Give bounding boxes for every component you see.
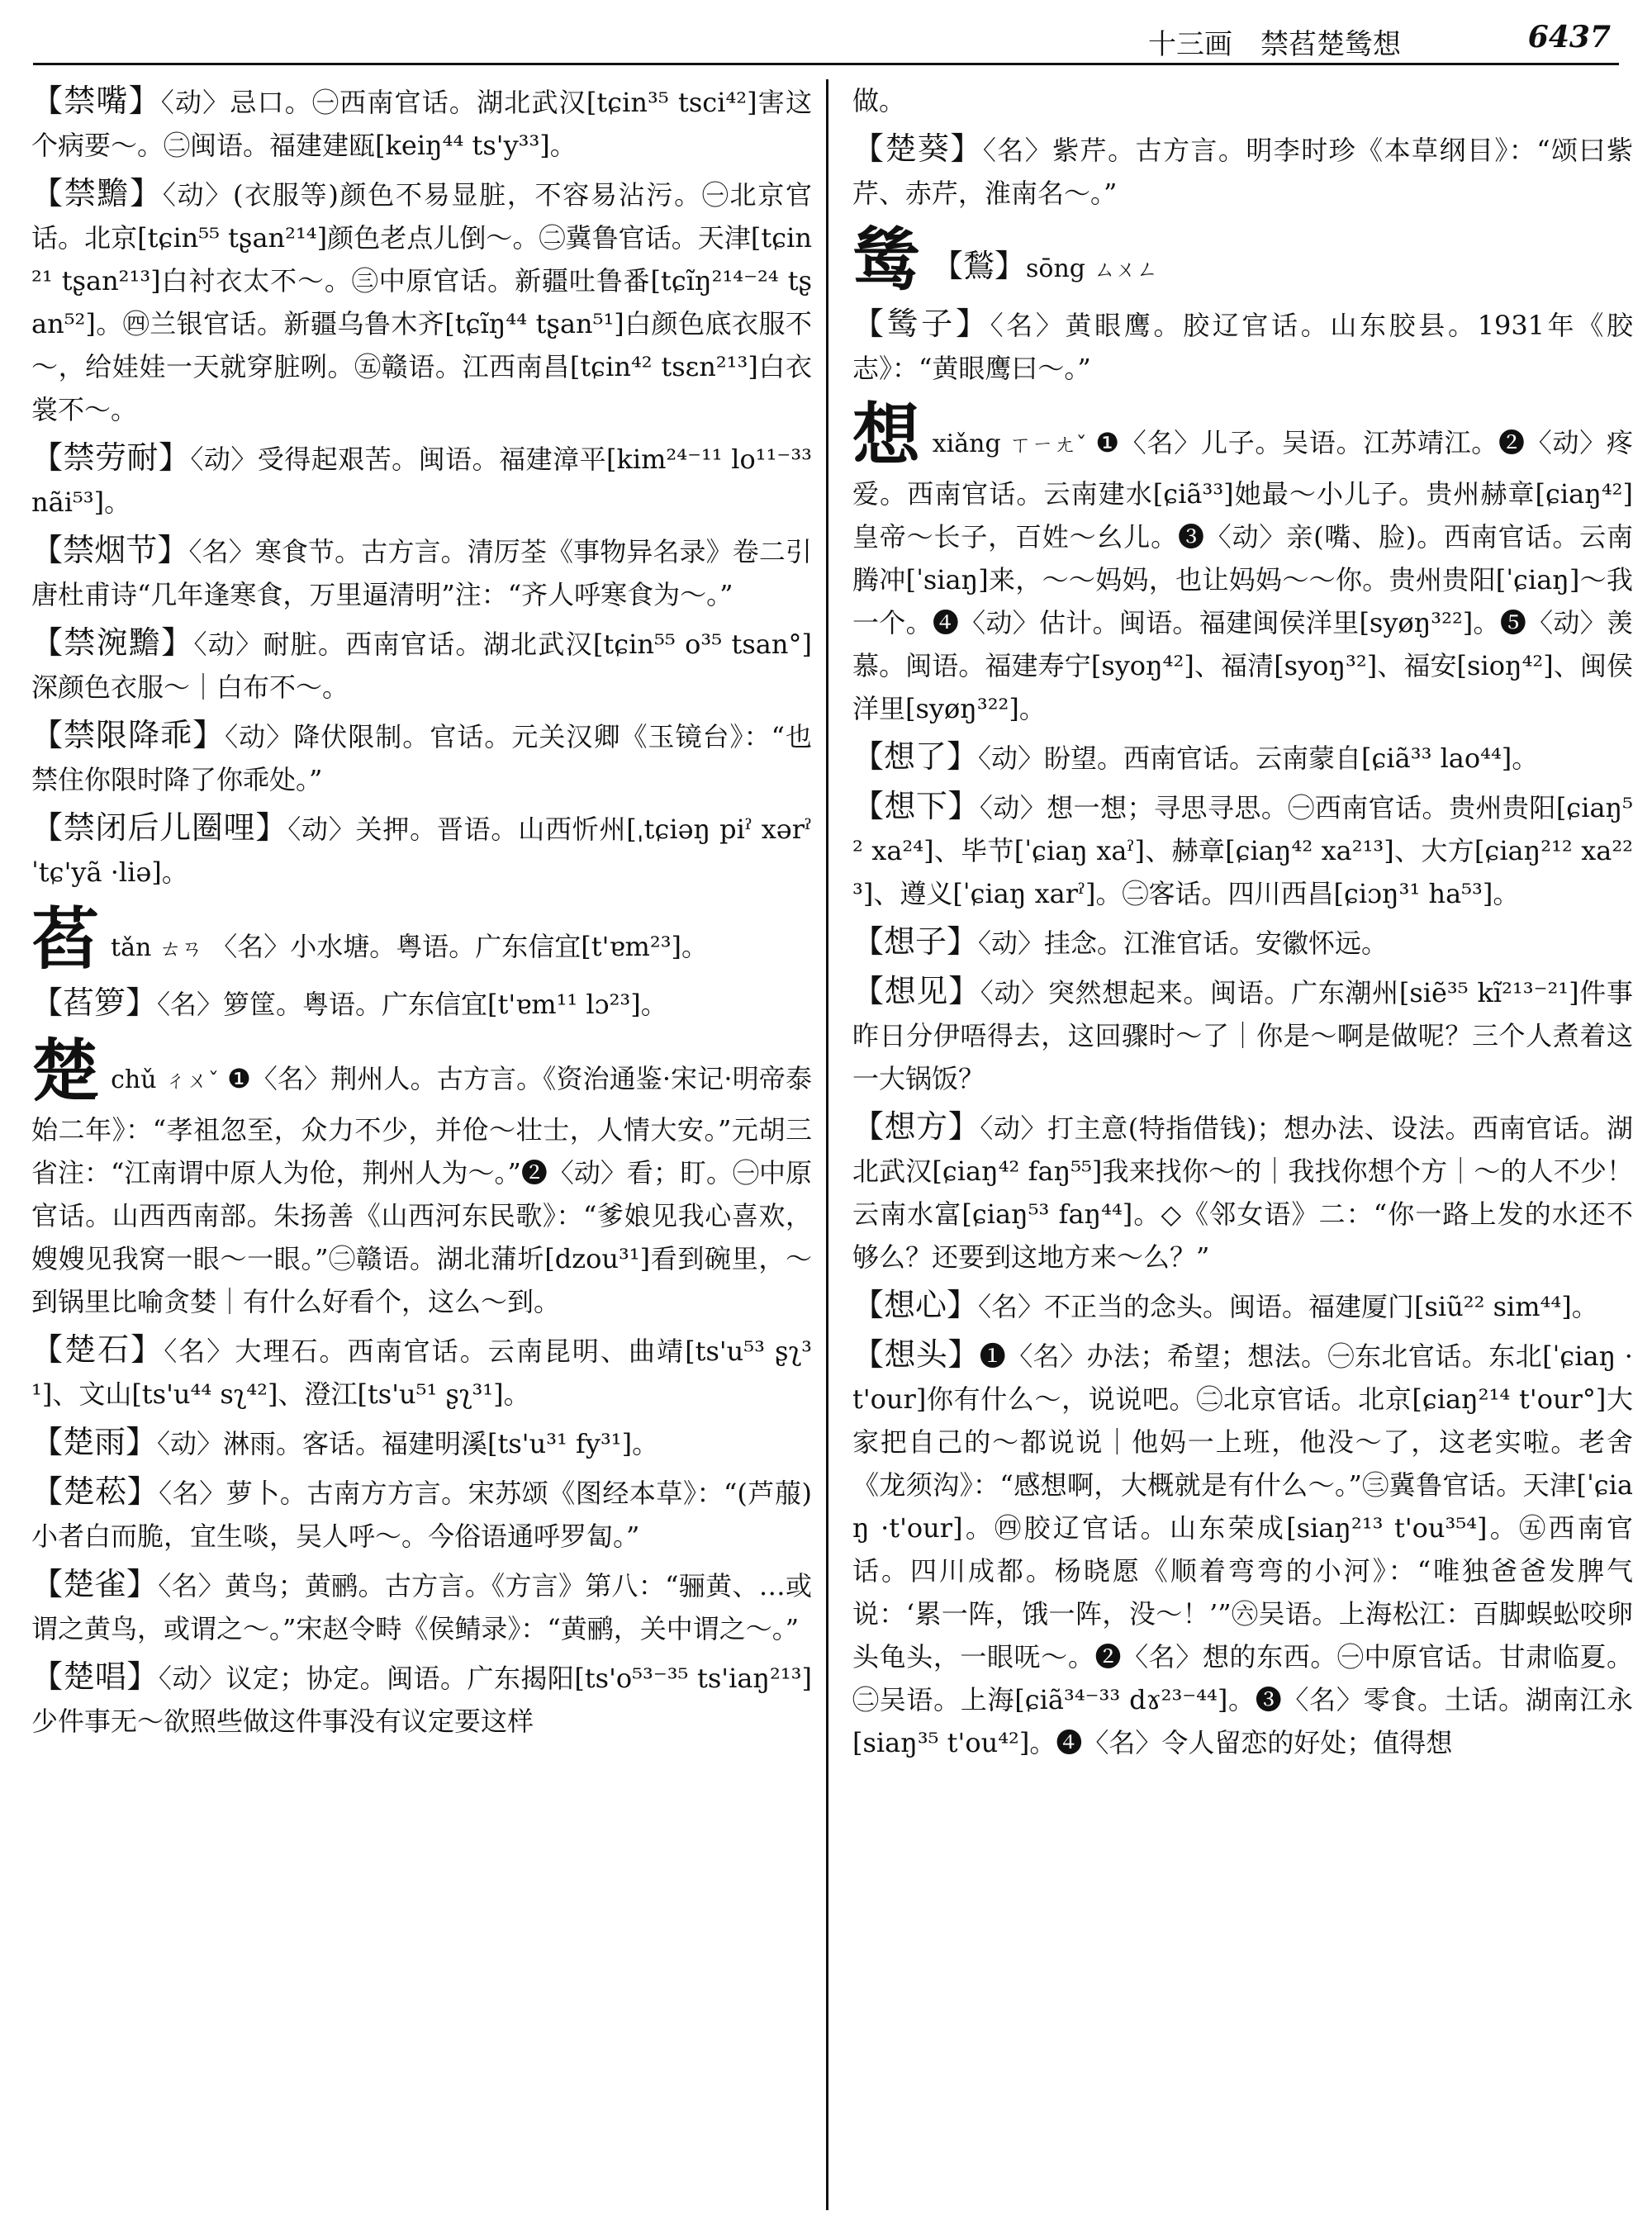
definition: 〈动〉(衣服等)颜色不易显脏，不容易沾污。㊀北京官话。北京[tɕin⁵⁵ tʂan²¹⁴]颜色老点儿倒～。㊁冀鲁官话。天津[tɕin²¹ tʂan²¹³]白衬衣太不～。㊂中原官话。新疆吐鲁番[tɕĩŋ²¹⁴⁻²⁴ tʂan⁵²]。㊃兰银官话。新疆乌鲁木齐[tɕĩŋ⁴⁴ tʂan⁵¹]白颜色底衣服不～，给娃娃一天就穿脏咧。㊄赣语。江西南昌[tɕin⁴² tsɛn²¹³]白衣裳不～。 — [31, 179, 812, 425]
headword: 【想见】 — [852, 973, 980, 1009]
continued-text: 做。 — [852, 85, 906, 116]
headword: 【萏箩】 — [31, 985, 158, 1021]
definition: 〈动〉关押。晋语。山西忻州[ˌtɕiəŋ piˀ xərˀ ˈtɕ'yã ·liə]。 — [31, 814, 812, 888]
dictionary-entry — [31, 621, 812, 709]
headword: 【禁闭后儿圈哩】 — [31, 809, 288, 846]
definition: 〈名〉小水塘。粤语。广东信宜[t'ɐm²³]。 — [211, 931, 709, 962]
left-column — [31, 79, 812, 2218]
character-entry — [31, 899, 812, 979]
headword: 【禁限降乖】 — [31, 717, 225, 753]
dictionary-entry — [852, 127, 1633, 215]
dictionary-entry — [31, 436, 812, 524]
dictionary-entry — [31, 1421, 812, 1465]
definition: 〈动〉淋雨。客话。福建明溪[ts'u³¹ fy³¹]。 — [157, 1428, 659, 1459]
headword: 【楚石】 — [31, 1331, 164, 1368]
definition: 〈动〉议定；协定。闽语。广东揭阳[ts'o⁵³⁻³⁵ ts'iaŋ²¹³]少件事无～欲照些做这件事没有议定要这样 — [31, 1663, 812, 1737]
head-character: 鸶 — [852, 221, 921, 300]
dictionary-entry — [852, 302, 1633, 390]
pinyin: chǔ — [111, 1065, 157, 1094]
head-character: 想 — [852, 396, 921, 475]
definition: 〈名〉大理石。西南官话。云南昆明、曲靖[ts'u⁵³ ʂʅ³¹]、文山[ts'u⁴⁴ sʅ⁴²]、澄江[ts'u⁵¹ ʂʅ³¹]。 — [31, 1336, 812, 1410]
character-entry — [852, 221, 1633, 300]
headword: 【楚菘】 — [31, 1473, 159, 1510]
character-entry — [31, 1034, 812, 1323]
headword: 【禁劳耐】 — [31, 439, 191, 476]
headword: 【想心】 — [852, 1287, 979, 1323]
headword: 【想下】 — [852, 788, 980, 824]
zhuyin: ㄔㄨˇ — [164, 1069, 220, 1094]
pinyin: sōng — [1026, 254, 1086, 283]
definition: 〈名〉黄鸟；黄鹂。古方言。《方言》第八：“骊黄、…或谓之黄鸟，或谓之～。”宋赵令畤《侯鲭录》：“黄鹂，关中谓之～。” — [31, 1570, 812, 1644]
headword: 【想头】 — [852, 1336, 980, 1373]
definition: ❶〈名〉办法；希望；想法。㊀东北官话。东北[ˈɕiaŋ ·t'our]你有什么～，说说吧。㊁北京官话。北京[ɕiaŋ²¹⁴ t'our°]大家把自己的～都说说｜他妈一上班，他没～了，这老实啦。老舍《龙须沟》：“感想啊，大概就是有什么～。”㊂冀鲁官话。天津[ˈɕiaŋ ·t'our]。㊃胶辽官话。山东荣成[siaŋ²¹³ t'ou³⁵⁴]。㊄西南官话。四川成都。杨晓愿《顺着弯弯的小河》：“唯独爸爸发脾气说：‘累一阵，饿一阵，没～！’”㊅吴语。上海松江：百脚蜈蚣咬卵头龟头，一眼呒～。❷〈名〉想的东西。㊀中原官话。甘肃临夏。㊁吴语。上海[ɕiã³⁴⁻³³ dɤ²³⁻⁴⁴]。❸〈名〉零食。土话。湖南江永[siaŋ³⁵ t'ou⁴²]。❹〈名〉令人留恋的好处；值得想 — [852, 1340, 1633, 1758]
dictionary-entry — [31, 172, 812, 431]
dictionary-entry — [31, 1470, 812, 1558]
page-header — [1148, 15, 1611, 61]
definition: 〈动〉突然想起来。闽语。广东潮州[siẽ³⁵ kĩ²¹³⁻²¹]件事昨日分伊唔得去，这回骤时～了｜你是～啊是做呢？三个人煮着这一大锅饭？ — [852, 977, 1633, 1094]
definition: 〈动〉忌口。㊀西南官话。湖北武汉[tɕin³⁵ tsci⁴²]害这个病要～。㊁闽语。福建建瓯[keiŋ⁴⁴ ts'y³³]。 — [31, 87, 812, 161]
definition: 〈动〉降伏限制。官话。元关汉卿《玉镜台》：“也禁住你限时降了你乖处。” — [31, 721, 812, 795]
pinyin: xiǎng — [932, 429, 1001, 458]
head-character: 楚 — [31, 1032, 100, 1111]
definition: 〈动〉想一想；寻思寻思。㊀西南官话。贵州贵阳[ɕiaŋ⁵² xa²⁴]、毕节[ˈɕiaŋ xaˀ]、赫章[ɕiaŋ⁴² xa²¹³]、大方[ɕiaŋ²¹² xa²²³]、遵义[ˈɕiaŋ xarˀ]。㊁客话。四川西昌[ɕiɔŋ³¹ ha⁵³]。 — [852, 792, 1633, 909]
definition: 〈名〉黄眼鹰。胶辽官话。山东胶县。1931年《胶志》：“黄眼鹰曰～。” — [852, 310, 1633, 384]
header-rule — [33, 63, 1619, 65]
definition: 〈名〉紫芹。古方言。明李时珍《本草纲目》：“颂曰紫芹、赤芹，淮南名～。” — [852, 135, 1633, 209]
dictionary-entry — [852, 735, 1633, 780]
definition: 〈名〉萝卜。古南方方言。宋苏颂《图经本草》：“(芦菔)小者白而脆，宜生啖，吴人呼～。今俗语通呼罗匐。” — [31, 1478, 812, 1552]
section-title: 十三画 禁萏楚鸶想 — [1148, 28, 1401, 61]
headword: 【楚葵】 — [852, 130, 983, 167]
character-entry — [852, 398, 1633, 730]
definition: 〈动〉耐脏。西南官话。湖北武汉[tɕin⁵⁵ o³⁵ tsan°]深颜色衣服～｜白布不～。 — [31, 629, 812, 703]
variant-character: 【鶖】 — [932, 248, 1027, 284]
zhuyin: ㄙㄨㄥ — [1094, 258, 1159, 282]
dictionary-entry — [31, 1563, 812, 1650]
definition: 〈动〉盼望。西南官话。云南蒙自[ɕiã³³ lao⁴⁴]。 — [978, 743, 1539, 774]
dictionary-entry — [852, 79, 1633, 122]
headword: 【想子】 — [852, 923, 979, 960]
dictionary-entry — [31, 981, 812, 1026]
definition: 〈动〉打主意(特指借钱)；想办法、设法。西南官话。湖北武汉[ɕiaŋ⁴² faŋ⁵⁵]我来找你～的｜我找你想个方｜～的人不少！云南水富[ɕiaŋ⁵³ faŋ⁴⁴]。◇《邻女语》二：“你一路上发的水还不够么？还要到这地方来～么？” — [852, 1113, 1633, 1273]
dictionary-entry — [852, 1333, 1633, 1764]
headword: 【楚唱】 — [31, 1658, 159, 1695]
headword: 【禁黵】 — [31, 175, 163, 211]
dictionary-entry — [31, 1655, 812, 1743]
dictionary-entry — [31, 714, 812, 801]
definition: ❶〈名〉荆州人。古方言。《资治通鉴·宋记·明帝泰始二年》：“孝祖忽至，众力不少，并伧～壮士，人情大安。”元胡三省注：“江南谓中原人为伧，荆州人为～。”❷〈动〉看；盯。㊀中原官话。山西西南部。朱扬善《山西河东民歌》：“爹娘见我心喜欢，嫂嫂见我窝一眼～一眼。”㊁赣语。湖北蒲圻[dzou³¹]看到碗里，～到锅里比喻贪婪｜有什么好看个，这么～到。 — [31, 1063, 812, 1317]
headword: 【想方】 — [852, 1108, 980, 1145]
pinyin: tǎn — [111, 933, 152, 962]
definition: 〈动〉受得起艰苦。闽语。福建漳平[kim²⁴⁻¹¹ lo¹¹⁻³³ nãi⁵³]。 — [31, 444, 812, 518]
definition: 〈动〉挂念。江淮官话。安徽怀远。 — [978, 928, 1389, 959]
zhuyin: ㄊㄢ — [159, 937, 203, 961]
definition: 〈名〉寒食节。古方言。清厉荃《事物异名录》卷二引唐杜甫诗“几年逢寒食，万里逼清明”注：“齐人呼寒食为～。” — [31, 536, 812, 610]
page-number: 6437 — [1527, 20, 1611, 55]
definition: 〈名〉箩筐。粤语。广东信宜[t'ɐm¹¹ lɔ²³]。 — [157, 989, 667, 1020]
headword: 【楚雀】 — [31, 1566, 159, 1602]
dictionary-entry — [31, 1328, 812, 1416]
definition: ❶〈名〉儿子。吴语。江苏靖江。❷〈动〉疼爱。西南官话。云南建水[ɕiã³³]她最～小儿子。贵州赫章[ɕiaŋ⁴²]皇帝～长子，百姓～幺儿。❸〈动〉亲(嘴、脸)。西南官话。云南腾冲[ˈsiaŋ]来，～～妈妈，也让妈妈～～你。贵州贵阳[ˈɕiaŋ]～我一个。❹〈动〉估计。闽语。福建闽侯洋里[syøŋ³²²]。❺〈动〉羡慕。闽语。福建寿宁[syoŋ⁴²]、福清[syoŋ³²]、福安[sioŋ⁴²]、闽侯洋里[syøŋ³²²]。 — [852, 427, 1633, 724]
dictionary-entry — [31, 529, 812, 616]
dictionary-entry — [852, 920, 1633, 965]
dictionary-entry — [852, 1105, 1633, 1279]
dictionary-entry — [31, 79, 812, 167]
headword: 【禁涴黵】 — [31, 624, 194, 661]
headword: 【楚雨】 — [31, 1424, 158, 1460]
zhuyin: ㄒㄧㄤˇ — [1009, 433, 1088, 458]
dictionary-entry — [852, 785, 1633, 915]
column-divider — [826, 79, 828, 2210]
headword: 【想了】 — [852, 738, 979, 775]
head-character: 萏 — [31, 899, 100, 979]
headword: 【鸶子】 — [852, 306, 990, 342]
headword: 【禁嘴】 — [31, 83, 161, 119]
definition: 〈名〉不正当的念头。闽语。福建厦门[siũ²² sim⁴⁴]。 — [978, 1291, 1598, 1322]
dictionary-entry — [852, 1283, 1633, 1328]
headword: 【禁烟节】 — [31, 532, 189, 568]
dictionary-entry — [31, 806, 812, 894]
dictionary-entry — [852, 970, 1633, 1100]
right-column — [852, 79, 1633, 2218]
